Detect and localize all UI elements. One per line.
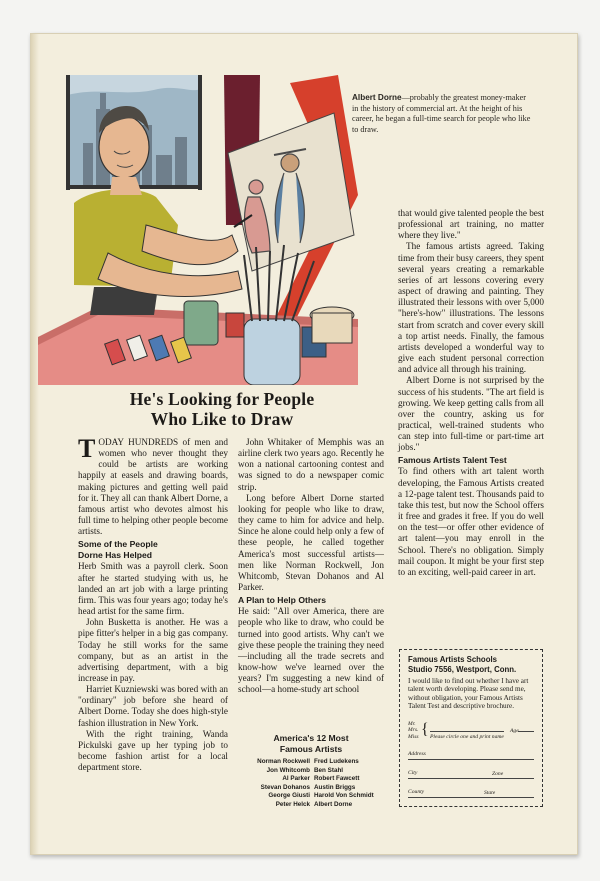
subheading-line-2: Dorne Has Helped (78, 550, 153, 561)
age-label: Age (510, 728, 519, 734)
mail-coupon[interactable] (399, 649, 543, 807)
albert-dorne-illustration (38, 75, 358, 385)
paragraph: He said: "All over America, there are people who like to draw, who could be turned into good artists. Why can't we give these people the training they need—including all the trade secrets and know-how we've learned over the years? I'm suggesting a new kind of school—a home-study art school (238, 606, 384, 695)
coupon-header (400, 650, 542, 674)
artist-name: Robert Fawcett (314, 775, 360, 783)
city-zone-field[interactable] (408, 770, 534, 779)
paragraph: Herb Smith was a payroll clerk. Soon after he started studying with us, he landed an art job with a large printing firm. This was four years ago; today he's head artist for the same firm. (78, 561, 228, 617)
artists-title-line-2: Famous Artists (279, 744, 343, 754)
brush-jar (244, 319, 300, 385)
article-column-3 (398, 208, 544, 578)
artists-list (238, 758, 384, 810)
artist-name: Norman Rockwell (257, 758, 310, 765)
coupon-title: Famous Artists Schools (408, 655, 497, 664)
artist-row (238, 758, 384, 767)
subheading-line-1: Some of the People (78, 539, 158, 550)
paragraph: Harriet Kuzniewski was bored with an "ordinary" job before she heard of Albert Dorne. Today she does high-style fashion illustration in New York. (78, 684, 228, 728)
brace-icon: { (421, 721, 429, 738)
caption-text: —probably the greatest money-maker in the history of commercial art. At the height of his career, he began a full-time search for people who like to draw. (352, 93, 531, 134)
artists-box-title (238, 733, 384, 755)
coupon-title-options (408, 721, 419, 740)
article-column-2 (238, 437, 384, 695)
option-miss[interactable]: Miss (408, 733, 419, 740)
coupon-body: I would like to find out whether I have art talent worth developing. Please send me, without obligation, your Famous Artists Talent Test and descriptive brochure. (408, 677, 529, 711)
artist-row (238, 801, 384, 810)
paragraph: The famous artists agreed. Taking time from their busy careers, they spent several years creating a remarkable series of art lessons covering every aspect of drawing and painting. They illustrated their lessons with over 5,000 "here's-how" illustrations. The lessons start from scratch and cover every skill a top artist needs. Finally, the famous artists developed a wonderful way to give each student personal correction and advice all through his training. (398, 241, 544, 375)
artist-row (238, 767, 384, 776)
state-label: State (484, 790, 496, 796)
artist-name: George Giusti (268, 792, 310, 800)
subheading-people-helped (78, 539, 228, 561)
artist-name: Fred Ludekens (314, 758, 359, 765)
artist-name: Peter Helck (275, 800, 310, 808)
caption-name: Albert Dorne (352, 93, 402, 102)
name-field[interactable] (430, 723, 504, 732)
print-name-note: Please circle one and print name (430, 734, 504, 740)
age-field[interactable] (518, 723, 534, 732)
artist-name: Stevan Dohanos (260, 783, 310, 791)
paragraph: Albert Dorne is not surprised by the success of his students. "The art field is growing. We keep getting calls from all over the country, asking us for practical, well-trained students who can step into full-time or part-time art jobs." (398, 375, 544, 453)
option-mr[interactable]: Mr. (408, 721, 416, 727)
paragraph: John Whitaker of Memphis was an airline clerk two years ago. Recently he won a national cartooning contest and was signed to do a newspaper comic strip. (238, 437, 384, 492)
intro-paragraph (78, 434, 228, 537)
headline-line-1: He's Looking for People (129, 389, 315, 409)
paragraph: John Busketta is another. He was a pipe fitter's helper in a big gas company. Today he still works for the same company, but as an artist in the advertising department, with a big increase in pay. (78, 617, 228, 683)
option-mrs[interactable]: Mrs. (408, 727, 419, 734)
artist-name: Austin Briggs (314, 783, 356, 791)
artist-row (238, 775, 384, 784)
city-label: City (408, 770, 418, 776)
illustration-caption (352, 93, 532, 135)
article-column-1 (78, 434, 228, 773)
artists-title-line-1: America's 12 Most (273, 733, 349, 743)
zone-label: Zone (492, 771, 504, 777)
county-label: County (408, 789, 425, 795)
artist-name: Jon Whitcomb (266, 766, 310, 774)
coupon-address: Studio 7556, Westport, Conn. (408, 664, 517, 674)
headline (72, 389, 372, 429)
intro-lead: ODAY HUNDREDS (98, 437, 179, 447)
headline-line-2: Who Like to Draw (150, 409, 294, 429)
artist-row (238, 792, 384, 801)
address-field[interactable] (408, 751, 534, 760)
artist-name: Ben Stahl (314, 766, 344, 774)
address-label: Address (408, 751, 426, 757)
county-state-field[interactable] (408, 789, 534, 798)
artist-row (238, 784, 384, 793)
subheading-plan: A Plan to Help Others (238, 595, 327, 606)
artist-name: Harold Von Schmidt (314, 792, 374, 800)
intro-text: of men and women who never thought they could be artists are working happily at easels and drawing boards, making pictures and getting well paid for it. They all can thank Albert Dorne, a famous artist who devotes almost his full time to helping other people become artists. (78, 437, 228, 537)
drop-cap: T (78, 434, 96, 463)
paragraph: To find others with art talent worth developing, the Famous Artists created a 12-page talent test. Thousands paid to take this test, but now the School offers it free and grades it free. If you do well on the test—or offer other evidence of art talent—you may enroll in the School. There's no obligation. Simply mail coupon. It might be your first step to an exciting, well-paid career in art. (398, 466, 544, 577)
artist-name: Al Parker (282, 775, 310, 783)
subheading-talent-test: Famous Artists Talent Test (398, 455, 507, 466)
paragraph: With the right training, Wanda Pickulski gave up her typing job to become fashion artist for a local department store. (78, 728, 228, 773)
artist-name: Albert Dorne (314, 800, 353, 808)
paragraph: that would give talented people the best professional art training, no matter where they live." (398, 208, 544, 241)
paragraph: Long before Albert Dorne started looking for people who like to draw, they came to him for advice and help. Since he alone could help only a few of these people, he called together America's most successful artists—men like Norman Rockwell, Jon Whitcomb, Stevan Dohanos and Al Parker. (238, 492, 384, 593)
